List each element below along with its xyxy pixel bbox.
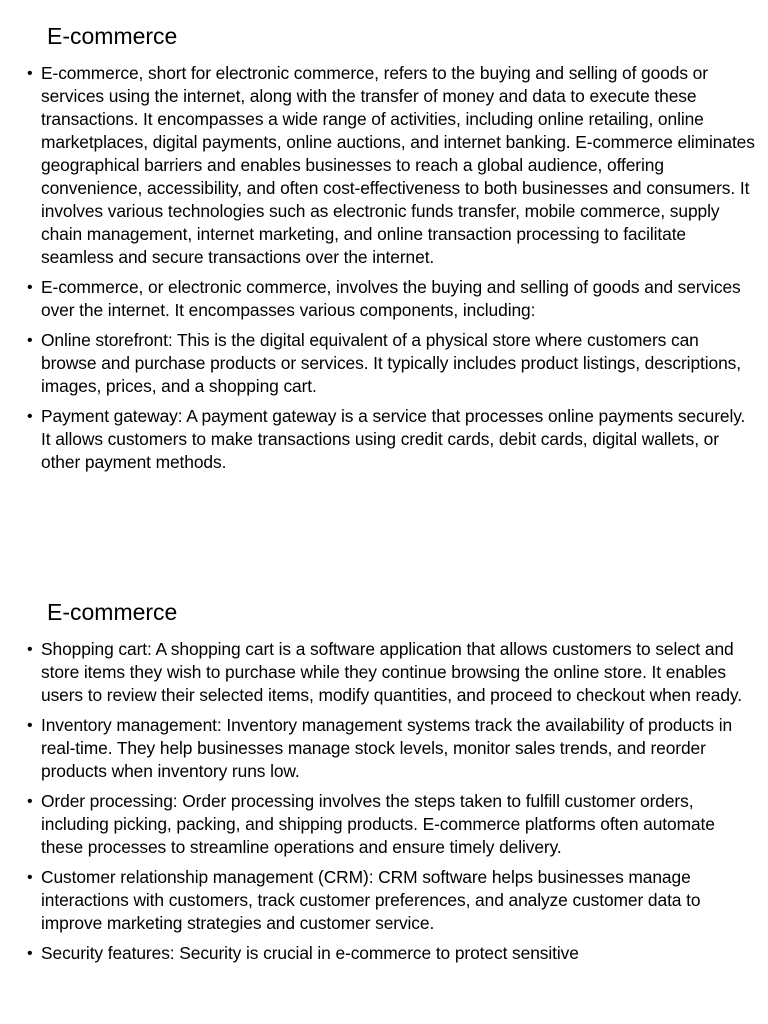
bullet-item xyxy=(26,62,756,269)
bullet-item xyxy=(26,942,756,965)
bullet-dot: • xyxy=(27,408,33,425)
bullet-dot: • xyxy=(27,279,33,296)
bullet-dot: • xyxy=(27,641,33,658)
bullet-list xyxy=(26,62,756,481)
bullet-text: Shopping cart: A shopping cart is a software application that allows customers to select and store items they wish to purchase while they continue browsing the online store. It enables users to review their selected items, modify quantities, and proceed to checkout when ready. xyxy=(41,639,742,705)
bullet-text: Payment gateway: A payment gateway is a service that processes online payments securely. It allows customers to make transactions using credit cards, debit cards, digital wallets, or other payment methods. xyxy=(41,406,746,472)
bullet-text: Inventory management: Inventory management systems track the availability of products in real-time. They help businesses manage stock levels, monitor sales trends, and reorder products when inventory runs low. xyxy=(41,715,733,781)
bullet-list xyxy=(26,638,756,972)
slide-2 xyxy=(0,576,768,1024)
bullet-dot: • xyxy=(27,65,33,82)
bullet-text: Customer relationship management (CRM): CRM software helps businesses manage interactions with customers, track customer preferences, and analyze customer data to improve marketing strategies and customer service. xyxy=(41,867,701,933)
bullet-dot: • xyxy=(27,793,33,810)
bullet-item xyxy=(26,790,756,859)
bullet-text: Online storefront: This is the digital equivalent of a physical store where customers can browse and purchase products or services. It typically includes product listings, descriptions, images, prices, and a shopping cart. xyxy=(41,330,741,396)
bullet-dot: • xyxy=(27,717,33,734)
bullet-text: Security features: Security is crucial in e-commerce to protect sensitive xyxy=(41,943,579,963)
slide-title: E-commerce xyxy=(47,23,178,49)
bullet-text: E-commerce, short for electronic commerce, refers to the buying and selling of goods or services using the internet, along with the transfer of money and data to execute these transactions. It encompasses a wide range of activities, including online retailing, online marketplaces, digital payments, online auctions, and internet banking. E-commerce eliminates geographical barriers and enables businesses to reach a global audience, offering convenience, accessibility, and often cost-effectiveness to both businesses and consumers. It involves various technologies such as electronic funds transfer, mobile commerce, supply chain management, internet marketing, and online transaction processing to facilitate seamless and secure transactions over the internet. xyxy=(41,63,755,267)
bullet-dot: • xyxy=(27,945,33,962)
bullet-text: E-commerce, or electronic commerce, involves the buying and selling of goods and services over the internet. It encompasses various components, including: xyxy=(41,277,741,320)
bullet-item xyxy=(26,866,756,935)
bullet-item xyxy=(26,329,756,398)
bullet-item xyxy=(26,714,756,783)
bullet-dot: • xyxy=(27,869,33,886)
bullet-text: Order processing: Order processing involves the steps taken to fulfill customer orders, including picking, packing, and shipping products. E-commerce platforms often automate these processes to streamline operations and ensure timely delivery. xyxy=(41,791,715,857)
bullet-dot: • xyxy=(27,332,33,349)
bullet-item xyxy=(26,638,756,707)
bullet-item xyxy=(26,276,756,322)
slide-title: E-commerce xyxy=(47,599,178,625)
bullet-item xyxy=(26,405,756,474)
